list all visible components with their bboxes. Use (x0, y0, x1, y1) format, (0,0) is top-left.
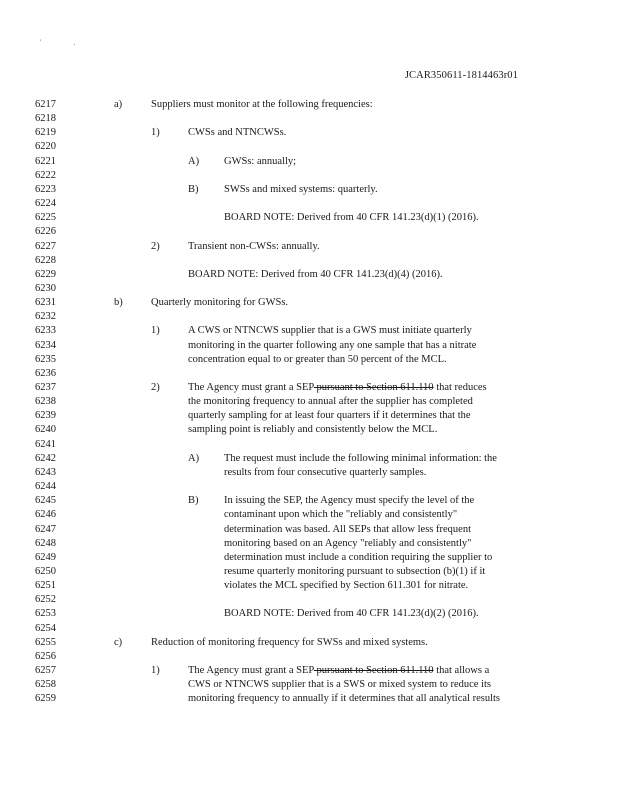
line-number: 6251 (35, 580, 56, 592)
document-line (0, 423, 618, 437)
line-number: 6240 (35, 424, 56, 436)
subsection-label: a) (114, 99, 123, 110)
struck-text: pursuant to Section 611.110 (313, 382, 434, 393)
document-line (0, 155, 618, 169)
document-line (0, 240, 618, 254)
line-number: 6232 (35, 311, 56, 323)
line-number: 6244 (35, 481, 56, 493)
scan-mark: ' (40, 38, 42, 47)
line-text (188, 353, 447, 367)
line-text-main: monitoring in the quarter following any one sample that has a nitrate (188, 339, 477, 351)
line-number: 6234 (35, 339, 56, 351)
line-text (224, 466, 426, 480)
subsection-label: A) (188, 452, 200, 464)
line-text-main: BOARD NOTE: Derived from 40 CFR 141.23(d)(2) (2016). (224, 608, 479, 620)
subsection-label: b) (114, 297, 123, 309)
line-number: 6227 (35, 240, 56, 252)
subsection-label: B) (188, 495, 199, 507)
line-number: 6247 (35, 523, 56, 535)
line-text-continuation: that reduces (433, 382, 487, 393)
document-line (0, 395, 618, 409)
line-number: 6253 (35, 608, 56, 620)
document-line (0, 339, 618, 353)
line-text (224, 211, 479, 225)
line-text (188, 678, 491, 692)
line-text-main: The request must include the following minimal information: the (224, 452, 497, 464)
line-text (224, 508, 457, 522)
line-text (188, 381, 487, 395)
line-number: 6229 (35, 268, 56, 280)
line-text-main: The Agency must grant a SEP (188, 665, 314, 676)
document-line (0, 282, 618, 296)
line-text-main: GWSs: annually; (224, 155, 297, 167)
line-text (224, 155, 296, 169)
line-number: 6250 (35, 565, 56, 577)
line-number: 6225 (35, 212, 56, 224)
document-line (0, 310, 618, 324)
document-line (0, 438, 618, 452)
struck-text: pursuant to Section 611.110 (313, 665, 434, 676)
line-number: 6222 (35, 169, 56, 181)
document-line (0, 225, 618, 239)
line-text (188, 339, 476, 353)
line-text (188, 240, 320, 254)
document-line (0, 381, 618, 395)
document-line (0, 579, 618, 593)
document-line (0, 593, 618, 607)
line-number: 6221 (35, 155, 56, 167)
line-text (188, 409, 471, 423)
line-text (151, 296, 288, 310)
line-text-main: BOARD NOTE: Derived from 40 CFR 141.23(d)(1) (2016). (224, 212, 479, 224)
scan-marks (40, 38, 105, 47)
document-line (0, 537, 618, 551)
document-line (0, 494, 618, 508)
line-text-main: quarterly sampling for at least four quarters if it determines that the (188, 410, 471, 422)
document-line (0, 678, 618, 692)
line-text (224, 551, 492, 565)
line-text (188, 395, 473, 409)
document-line (0, 466, 618, 480)
line-number: 6224 (35, 198, 56, 210)
line-number: 6245 (35, 495, 56, 507)
document-line (0, 664, 618, 678)
line-text-continuation: that allows a (433, 665, 490, 676)
document-line (0, 452, 618, 466)
document-line (0, 126, 618, 140)
line-text-main: determination must include a condition requiring the supplier to (224, 551, 493, 563)
document-line (0, 607, 618, 621)
line-number: 6242 (35, 452, 56, 464)
document-line (0, 254, 618, 268)
line-number: 6255 (35, 636, 56, 648)
line-number: 6243 (35, 466, 56, 478)
document-line (0, 353, 618, 367)
document-line (0, 650, 618, 664)
document-line (0, 98, 618, 112)
document-id-header: JCAR350611-1814463r01 (404, 70, 518, 81)
document-line (0, 197, 618, 211)
line-text-main: the monitoring frequency to annual after the supplier has completed (188, 396, 473, 408)
line-number: 6228 (35, 254, 56, 266)
line-number: 6241 (35, 438, 56, 450)
line-text-main: In issuing the SEP, the Agency must specify the level of the (224, 495, 475, 507)
line-number: 6233 (35, 325, 56, 337)
line-text-main: CWSs and NTNCWSs. (188, 127, 287, 139)
line-text-main: A CWS or NTNCWS supplier that is a GWS must initiate quarterly (188, 325, 472, 337)
line-text-main: BOARD NOTE: Derived from 40 CFR 141.23(d)(4) (2016). (188, 268, 443, 280)
line-text-main: violates the MCL specified by Section 611.301 for nitrate. (224, 580, 469, 592)
document-line (0, 268, 618, 282)
line-number: 6238 (35, 396, 56, 408)
line-text (188, 324, 472, 338)
line-number: 6254 (35, 622, 56, 634)
subsection-label: B) (188, 183, 199, 195)
line-number: 6230 (35, 282, 56, 294)
line-text (188, 423, 437, 437)
line-text (224, 565, 485, 579)
line-number: 6256 (35, 650, 56, 662)
line-number: 6246 (35, 509, 56, 521)
line-number: 6235 (35, 353, 56, 365)
line-text-main: results from four consecutive quarterly samples. (224, 466, 427, 478)
line-text (188, 268, 443, 282)
document-line (0, 324, 618, 338)
line-text-main: determination was based. All SEPs that allow less frequent (224, 523, 471, 535)
line-text (224, 607, 479, 621)
document-line (0, 523, 618, 537)
line-number: 6217 (35, 99, 56, 110)
line-text (224, 183, 378, 197)
document-line (0, 296, 618, 310)
line-text-main: Quarterly monitoring for GWSs. (151, 297, 289, 309)
document-line (0, 211, 618, 225)
line-number: 6231 (35, 297, 56, 309)
line-text (151, 636, 428, 650)
subsection-label: 2) (151, 382, 160, 393)
line-number: 6257 (35, 665, 56, 676)
scan-mark: . (73, 38, 76, 47)
line-number: 6239 (35, 410, 56, 422)
document-line (0, 551, 618, 565)
line-text-main: SWSs and mixed systems: quarterly. (224, 183, 378, 195)
line-text (188, 692, 500, 706)
document-line (0, 169, 618, 183)
line-text (224, 579, 468, 593)
line-text (151, 98, 373, 112)
line-text (188, 664, 489, 678)
line-number: 6223 (35, 183, 56, 195)
line-text-main: Reduction of monitoring frequency for SWSs and mixed systems. (151, 636, 428, 648)
line-text-main: resume quarterly monitoring pursuant to subsection (b)(1) if it (224, 565, 486, 577)
line-text-main: contaminant upon which the "reliably and consistently" (224, 509, 458, 521)
document-line (0, 183, 618, 197)
line-number: 6259 (35, 693, 56, 705)
line-text-main: CWS or NTNCWS supplier that is a SWS or mixed system to reduce its (188, 679, 492, 691)
line-number: 6236 (35, 367, 56, 379)
line-text-main: sampling point is reliably and consistently below the MCL. (188, 424, 438, 436)
line-number: 6226 (35, 226, 56, 238)
document-line (0, 480, 618, 494)
line-text (224, 523, 471, 537)
subsection-label: 1) (151, 665, 160, 676)
line-number: 6258 (35, 679, 56, 691)
line-number: 6220 (35, 141, 56, 153)
line-text (188, 126, 286, 140)
line-text-main: monitoring frequency to annually if it determines that all analytical results (188, 693, 500, 705)
line-text-main: Suppliers must monitor at the following frequencies: (151, 99, 373, 110)
document-line (0, 409, 618, 423)
subsection-label: 2) (151, 240, 160, 252)
subsection-label: A) (188, 155, 200, 167)
line-text (224, 537, 471, 551)
line-text (224, 452, 497, 466)
subsection-label: 1) (151, 127, 160, 139)
line-number: 6248 (35, 537, 56, 549)
document-line (0, 692, 618, 706)
subsection-label: c) (114, 636, 123, 648)
document-line (0, 565, 618, 579)
document-line (0, 367, 618, 381)
line-number: 6252 (35, 594, 56, 606)
document-line (0, 112, 618, 126)
document-line (0, 140, 618, 154)
document-line (0, 622, 618, 636)
line-number: 6218 (35, 113, 56, 125)
line-text-main: concentration equal to or greater than 50 percent of the MCL. (188, 353, 447, 365)
document-line (0, 508, 618, 522)
line-text (224, 494, 474, 508)
line-text-main: monitoring based on an Agency "reliably and consistently" (224, 537, 472, 549)
line-text-main: Transient non-CWSs: annually. (188, 240, 320, 252)
line-text-main: The Agency must grant a SEP (188, 382, 314, 393)
line-number: 6237 (35, 382, 56, 393)
subsection-label: 1) (151, 325, 160, 337)
line-number: 6249 (35, 551, 56, 563)
document-line (0, 636, 618, 650)
line-number: 6219 (35, 127, 56, 139)
